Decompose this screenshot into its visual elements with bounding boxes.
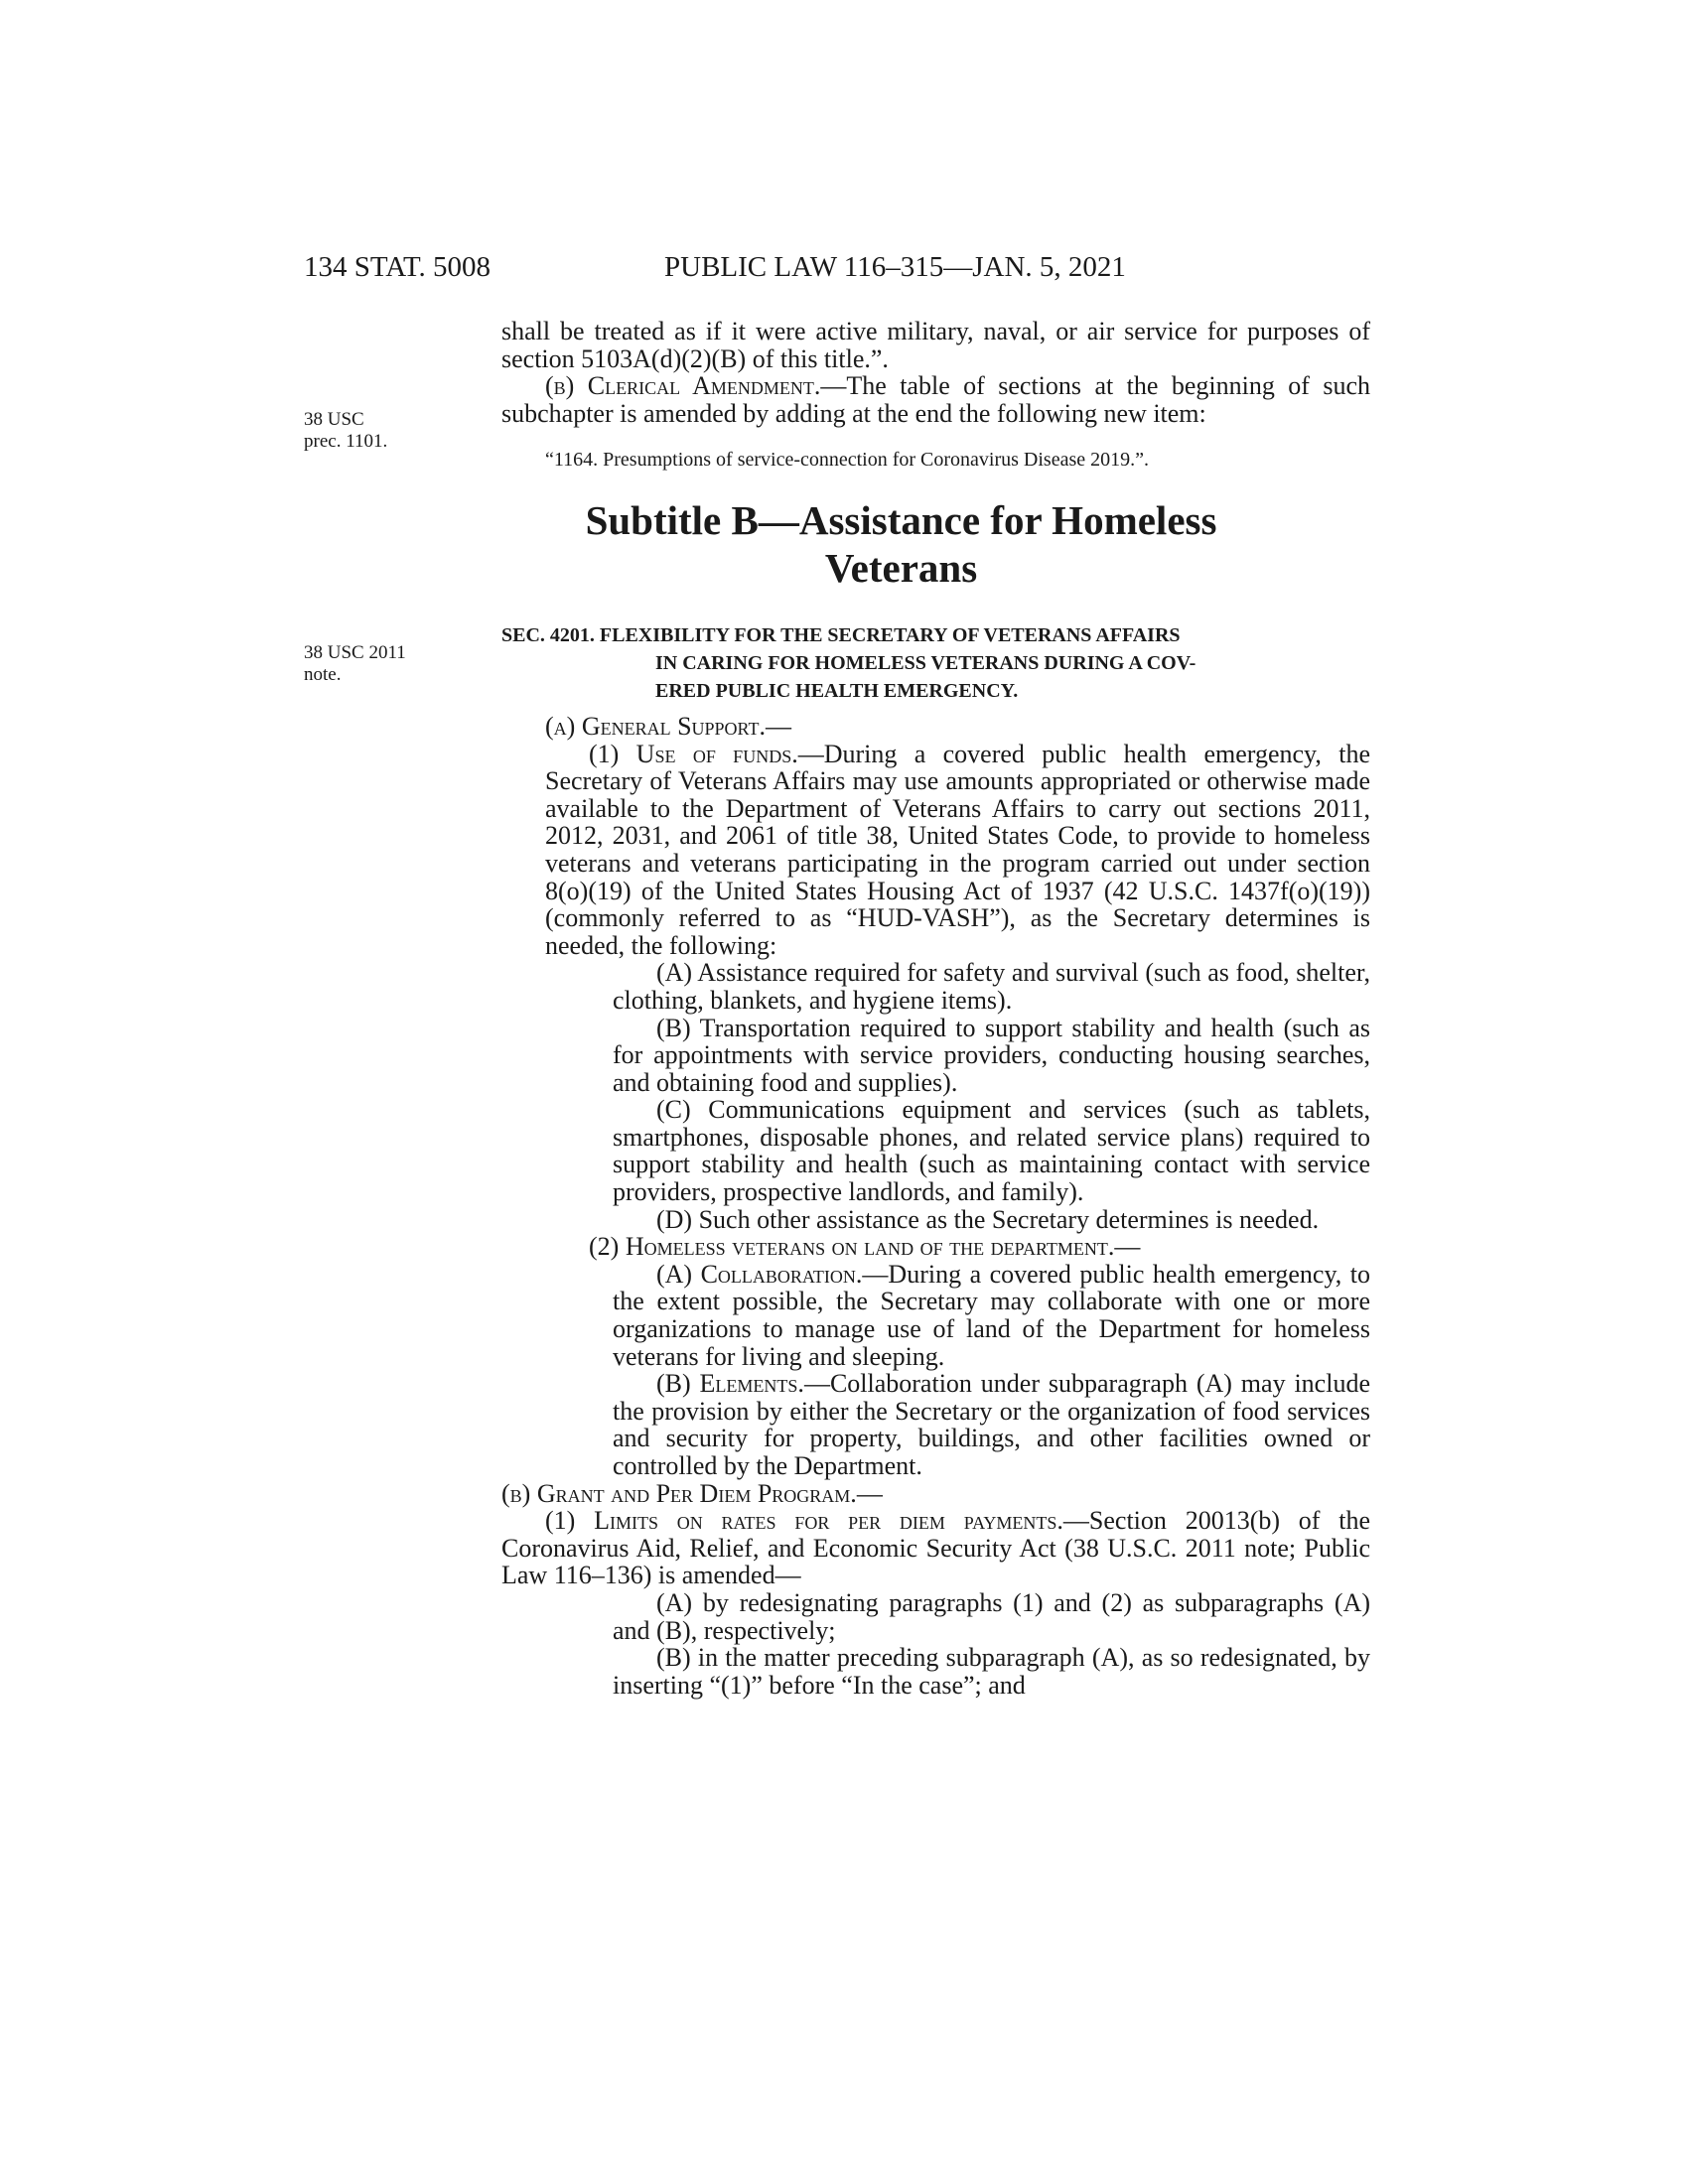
section-heading-line: IN CARING FOR HOMELESS VETERANS DURING A COV- [655,651,1196,674]
heading-collaboration: (A) Collaboration. [656,1259,863,1289]
subparagraph-a1A: (A) Assistance required for safety and survival (such as food, shelter, clothing, blankets, and hygiene items). [613,958,1370,1015]
dash: — [765,711,791,741]
margin-note-line: 38 USC [304,409,364,430]
running-head [304,251,1370,291]
paragraph-clerical-amendment [501,372,1370,427]
paragraph-continuation: shall be treated as if it were active military, naval, or air service for purposes of section 5103A(d)(2)(B) of this title.”. [501,317,1370,373]
subsection-a [501,713,1370,741]
section-heading-line: ERED PUBLIC HEALTH EMERGENCY. [655,679,1019,702]
paragraph-a1 [501,741,1370,960]
margin-note-line: 38 USC 2011 [304,642,406,663]
heading-use-of-funds: (1) Use of funds. [589,739,798,768]
public-law-title: PUBLIC LAW 116–315—JAN. 5, 2021 [664,251,1126,283]
heading-clerical-amendment: (b) Clerical Amendment. [545,371,821,401]
margin-note-usc-prec [304,409,433,453]
margin-note-usc-2011 [304,642,433,686]
heading-elements: (B) Elements. [656,1369,804,1399]
subparagraph-a2B [501,1370,1370,1479]
subparagraph-b1A: (A) by redesignating paragraphs (1) and (2) as subparagraphs (A) and (B), respectively; [613,1587,1370,1645]
subparagraph-a1D: (D) Such other assistance as the Secretary determines is needed. [656,1204,1320,1234]
text-collaboration: —During a covered public health emergency, to the extent possible, the Secretary may collaborate with one or more organizations to manage use of land of the Department for homeless veterans for living and sleeping. [613,1259,1370,1371]
heading-grant-per-diem: (b) Grant and Per Diem Program. [501,1478,857,1508]
margin-note-line: prec. 1101. [304,431,388,452]
text-clerical-amendment: —The table of sections at the beginning of such subchapter is amended by adding at the end the following new item: [501,371,1370,428]
dash: — [856,1478,883,1508]
heading-general-support: (a) General Support. [545,711,766,741]
subparagraph-a1C: (C) Communications equipment and services (such as tablets, smartphones, disposable phones, and related service plans) required to support stability and health (such as maintaining contact with service providers, prospective landlords, and family). [613,1095,1370,1207]
subparagraph-a1B: (B) Transportation required to support stability and health (such as for appointments with service providers, conducting housing searches, and obtaining food and supplies). [613,1013,1370,1097]
section-heading [501,621,1370,705]
subsection-b [501,1480,1370,1508]
table-of-sections-item: “1164. Presumptions of service-connection for Coronavirus Disease 2019.”. [545,449,1149,472]
subtitle-line: Subtitle B—Assistance for Homeless [585,496,1217,543]
margin-note-line: note. [304,664,342,685]
subtitle-line: Veterans [824,544,978,591]
paragraph-b1 [501,1507,1370,1589]
dash: — [1114,1232,1141,1262]
subparagraph-b1B: (B) in the matter preceding subparagraph (A), as so redesignated, by inserting “(1)” before “In the case”; and [613,1643,1370,1700]
text-use-of-funds: —During a covered public health emergency, the Secretary of Veterans Affairs may use amounts appropriated or otherwise made available to the Department of Veterans Affairs to carry out sections 2011, 2012, 2031, and 2061 of title 38, United States Code, to provide to homeless veterans and veterans participating in the program carried out under section 8(o)(19) of the United States Housing Act of 1937 (42 U.S.C. 1437f(o)(19)) (commonly referred to as “HUD-VASH”), as the Secretary determines is needed, the following: [545,739,1370,960]
subtitle-heading [432,496,1370,592]
subparagraph-a2A [501,1261,1370,1370]
paragraph-a2 [501,1233,1370,1261]
text-elements: —Collaboration under subparagraph (A) may include the provision by either the Secretary or the organization of food services and security for property, buildings, and other facilities owned or controlled by the Department. [613,1369,1370,1480]
section-heading-line: SEC. 4201. FLEXIBILITY FOR THE SECRETARY OF VETERANS AFFAIRS [501,623,1181,646]
document-body [501,318,1370,1699]
stat-page-number: 134 STAT. 5008 [304,251,492,283]
heading-homeless-veterans-land: (2) Homeless veterans on land of the department. [589,1232,1115,1262]
heading-limits-on-rates: (1) Limits on rates for per diem payments. [545,1506,1063,1536]
text-limits-on-rates: —Section 20013(b) of the Coronavirus Aid, Relief, and Economic Security Act (38 U.S.C. 2011 note; Public Law 116–136) is amended— [501,1506,1370,1590]
